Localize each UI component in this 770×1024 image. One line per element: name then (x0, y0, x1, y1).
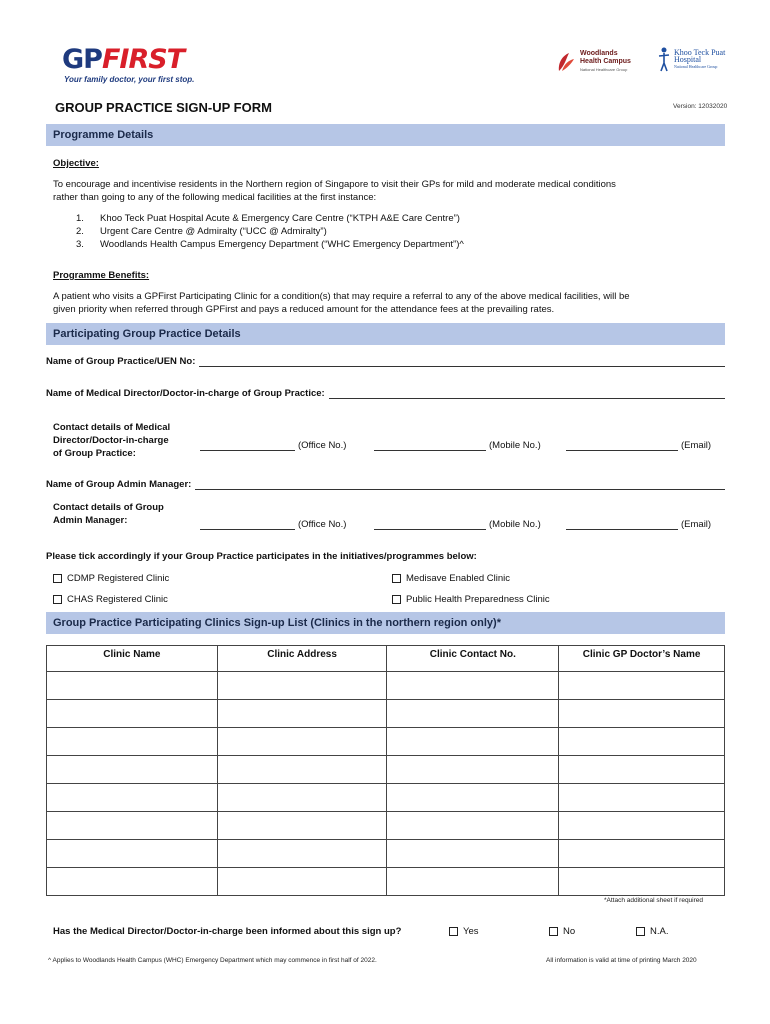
cdmp-checkbox-option[interactable] (53, 573, 169, 584)
table-cell[interactable] (387, 840, 559, 868)
list-text: Khoo Teck Puat Hospital Acute & Emergency Care Centre (“KTPH A&E Care Centre”) (100, 213, 460, 224)
table-cell[interactable] (217, 728, 387, 756)
table-cell[interactable] (559, 812, 725, 840)
email-label: (Email) (681, 519, 712, 530)
table-cell[interactable] (559, 700, 725, 728)
participating-details-bar: Participating Group Practice Details (46, 323, 725, 345)
ktph-name-line1: Khoo Teck Puat (674, 47, 726, 57)
table-cell[interactable] (559, 840, 725, 868)
footer-note-left: ^ Applies to Woodlands Health Campus (WHC) Emergency Department which may commence in first half of 2022. (48, 957, 377, 964)
no-label: No (563, 926, 576, 937)
contact-director-line1: Contact details of Medical (53, 422, 171, 433)
director-mobile-line[interactable] (374, 440, 486, 451)
admin-name-label: Name of Group Admin Manager: (46, 479, 192, 490)
admin-mobile-field[interactable] (374, 519, 541, 530)
informed-no-option[interactable] (549, 926, 575, 937)
director-name-label: Name of Medical Director/Doctor-in-charge of Group Practice: (46, 388, 325, 399)
benefits-text-2: given priority when referred through GPFirst and pays a reduced amount for the attendance fees at the prevailing rates. (53, 304, 555, 315)
form-title: GROUP PRACTICE SIGN-UP FORM (55, 100, 272, 115)
table-cell[interactable] (387, 756, 559, 784)
clinics-table (46, 645, 725, 896)
chas-checkbox[interactable] (53, 595, 62, 604)
table-cell[interactable] (387, 728, 559, 756)
director-name-line[interactable] (329, 388, 725, 399)
yes-checkbox[interactable] (449, 927, 458, 936)
list-number: 2. (76, 226, 84, 237)
ktph-logo (657, 46, 725, 72)
table-cell[interactable] (217, 812, 387, 840)
list-item (76, 212, 464, 225)
logo-tagline: Your family doctor, your first stop. (64, 75, 195, 84)
ktph-figure-icon (657, 46, 671, 72)
whc-sub: National Healthcare Group (580, 67, 628, 72)
table-cell[interactable] (47, 812, 218, 840)
list-text: Woodlands Health Campus Emergency Department (“WHC Emergency Department”)^ (100, 239, 464, 250)
contact-admin-line2: Admin Manager: (53, 515, 128, 526)
contact-director-line2: Director/Doctor-in-charge (53, 435, 169, 446)
director-email-field[interactable] (566, 440, 711, 451)
mobile-label: (Mobile No.) (489, 519, 541, 530)
informed-na-option[interactable] (636, 926, 668, 937)
office-label: (Office No.) (298, 519, 347, 530)
admin-name-field[interactable] (46, 479, 725, 490)
phpc-label: Public Health Preparedness Clinic (406, 594, 550, 605)
director-name-field[interactable] (46, 388, 725, 399)
phpc-checkbox[interactable] (392, 595, 401, 604)
list-text: Urgent Care Centre @ Admiralty (“UCC @ Admiralty”) (100, 226, 327, 237)
table-cell[interactable] (47, 784, 218, 812)
version-label: Version: 12032020 (673, 103, 728, 110)
table-cell[interactable] (387, 700, 559, 728)
gpfirst-logo (62, 46, 184, 74)
benefits-label: Programme Benefits: (53, 270, 150, 281)
table-row (47, 700, 725, 728)
table-cell[interactable] (47, 728, 218, 756)
medisave-label: Medisave Enabled Clinic (406, 573, 511, 584)
table-cell[interactable] (559, 672, 725, 700)
contact-director-label (53, 421, 193, 460)
list-number: 3. (76, 239, 84, 250)
ktph-name-line2: Hospital (674, 54, 702, 64)
contact-director-line3: of Group Practice: (53, 448, 136, 459)
objective-label: Objective: (53, 158, 99, 169)
objective-text-1: To encourage and incentivise residents in the Northern region of Singapore to visit their GPs for mild and moderate medical conditions (53, 179, 616, 190)
table-cell[interactable] (217, 756, 387, 784)
attach-note: *Attach additional sheet if required (604, 897, 704, 904)
clinic-address-header: Clinic Address (217, 646, 387, 672)
admin-email-line[interactable] (566, 519, 678, 530)
whc-leaf-icon (556, 51, 576, 73)
table-cell[interactable] (217, 700, 387, 728)
table-row (47, 840, 725, 868)
table-cell[interactable] (559, 728, 725, 756)
informed-yes-option[interactable] (449, 926, 479, 937)
table-cell[interactable] (47, 700, 218, 728)
table-cell[interactable] (559, 784, 725, 812)
logo-gp-text: GP (62, 44, 102, 75)
phpc-checkbox-option[interactable] (392, 594, 550, 605)
email-label: (Email) (681, 440, 712, 451)
list-number: 1. (76, 213, 84, 224)
whc-name-line2: Health Campus (580, 58, 631, 65)
table-cell[interactable] (387, 812, 559, 840)
table-cell[interactable] (217, 868, 387, 896)
medisave-checkbox[interactable] (392, 574, 401, 583)
tick-instruction: Please tick accordingly if your Group Practice participates in the initiatives/programmes below: (46, 551, 477, 562)
table-cell[interactable] (217, 672, 387, 700)
objective-text-2: rather than going to any of the following medical facilities at the first instance: (53, 192, 377, 203)
medisave-checkbox-option[interactable] (392, 573, 510, 584)
table-row (47, 672, 725, 700)
director-office-field[interactable] (200, 440, 346, 451)
clinic-name-header: Clinic Name (47, 646, 218, 672)
admin-name-line[interactable] (195, 479, 725, 490)
na-label: N.A. (650, 926, 669, 937)
clinic-doctor-header: Clinic GP Doctor’s Name (559, 646, 725, 672)
contact-admin-line1: Contact details of Group (53, 502, 164, 513)
cdmp-label: CDMP Registered Clinic (67, 573, 170, 584)
no-checkbox[interactable] (549, 927, 558, 936)
contact-admin-label (53, 501, 193, 527)
table-cell[interactable] (387, 868, 559, 896)
yes-label: Yes (463, 926, 479, 937)
na-checkbox[interactable] (636, 927, 645, 936)
table-cell[interactable] (47, 672, 218, 700)
table-cell[interactable] (217, 840, 387, 868)
table-cell[interactable] (559, 868, 725, 896)
office-label: (Office No.) (298, 440, 347, 451)
benefits-text-1: A patient who visits a GPFirst Participating Clinic for a condition(s) that may require a referral to any of the above medical facilities, will be (53, 291, 630, 302)
cdmp-checkbox[interactable] (53, 574, 62, 583)
table-cell[interactable] (47, 756, 218, 784)
table-cell[interactable] (559, 756, 725, 784)
programme-details-bar: Programme Details (46, 124, 725, 146)
chas-checkbox-option[interactable] (53, 594, 168, 605)
table-row (47, 756, 725, 784)
table-cell[interactable] (387, 672, 559, 700)
facilities-list (76, 212, 464, 251)
clinic-contact-header: Clinic Contact No. (387, 646, 559, 672)
admin-office-line[interactable] (200, 519, 295, 530)
whc-name-line1: Woodlands (580, 50, 618, 57)
mobile-label: (Mobile No.) (489, 440, 541, 451)
whc-logo (556, 50, 631, 74)
chas-label: CHAS Registered Clinic (67, 594, 168, 605)
table-cell[interactable] (47, 868, 218, 896)
list-item (76, 238, 464, 251)
clinics-signup-bar: Group Practice Participating Clinics Sign-up List (Clinics in the northern region only)* (46, 612, 725, 634)
table-cell[interactable] (387, 784, 559, 812)
logo-first-text: FIRST (101, 44, 185, 75)
table-row (47, 812, 725, 840)
table-header-row (47, 646, 725, 672)
table-row (47, 728, 725, 756)
director-mobile-field[interactable] (374, 440, 541, 451)
admin-mobile-line[interactable] (374, 519, 486, 530)
table-row (47, 784, 725, 812)
table-cell[interactable] (217, 784, 387, 812)
director-email-line[interactable] (566, 440, 678, 451)
list-item (76, 225, 464, 238)
table-cell[interactable] (47, 840, 218, 868)
admin-office-field[interactable] (200, 519, 346, 530)
group-practice-name-line[interactable] (199, 356, 725, 367)
table-row (47, 868, 725, 896)
group-practice-name-field[interactable] (46, 356, 725, 367)
ktph-sub: National Healthcare Group (674, 63, 718, 69)
director-office-line[interactable] (200, 440, 295, 451)
group-practice-name-label: Name of Group Practice/UEN No: (46, 356, 196, 367)
informed-question: Has the Medical Director/Doctor-in-charge been informed about this sign up? (53, 926, 402, 937)
footer-note-right: All information is valid at time of printing March 2020 (546, 957, 697, 964)
admin-email-field[interactable] (566, 519, 711, 530)
